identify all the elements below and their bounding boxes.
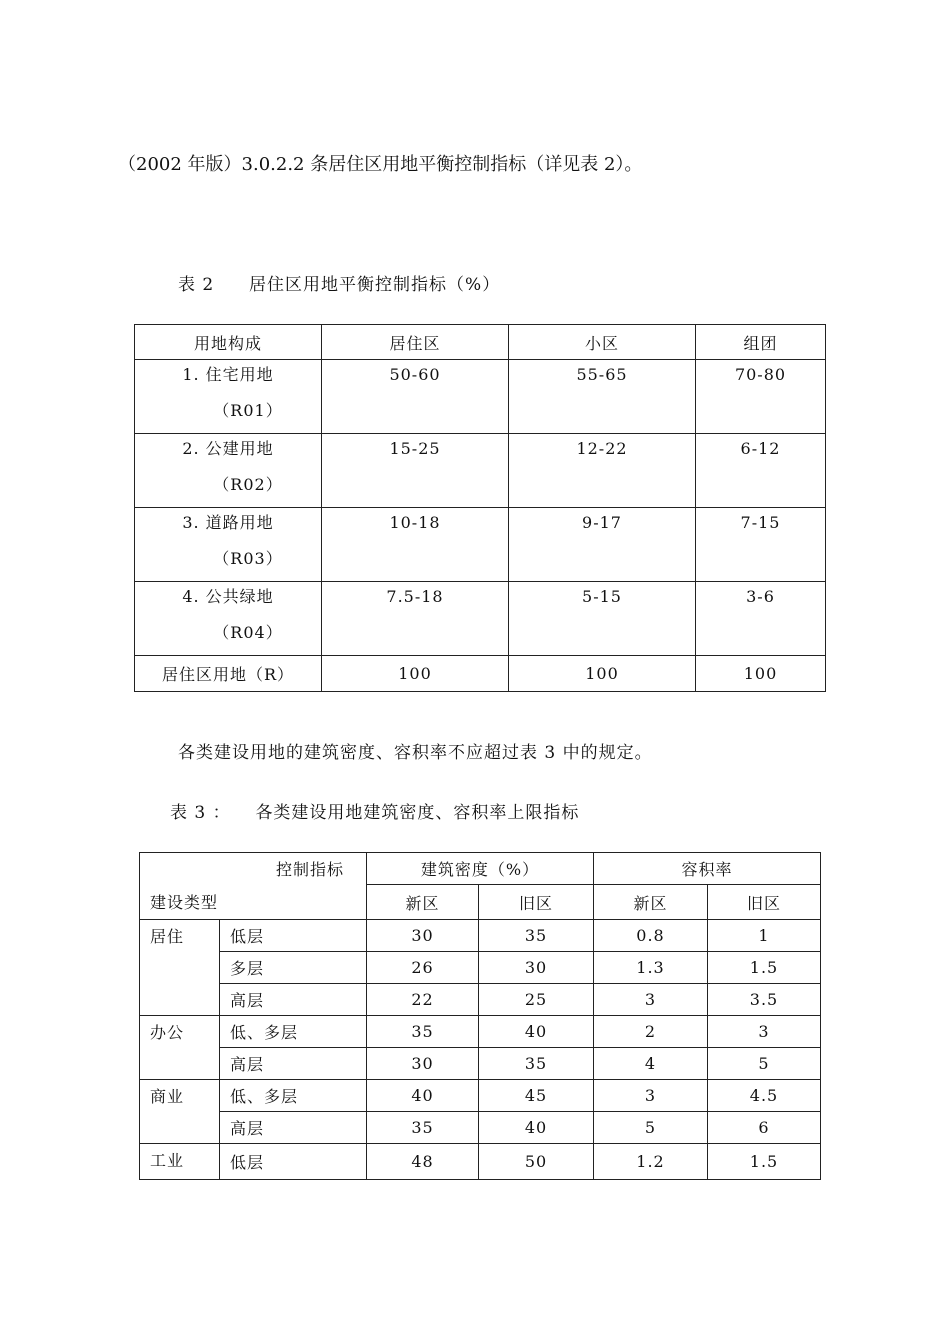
- value-cell: 25: [479, 984, 594, 1016]
- land-use-code: （R01）: [213, 401, 283, 420]
- value-cell: 3: [708, 1016, 821, 1048]
- table-row: [140, 1048, 821, 1080]
- corner-construction-type: 建设类型: [150, 893, 219, 912]
- value-cell: 35: [479, 1048, 594, 1080]
- total-value: 100: [509, 656, 696, 692]
- table3-corner-cell: [140, 853, 367, 920]
- value-cell: 30: [367, 920, 479, 952]
- value-cell: 4.5: [708, 1080, 821, 1112]
- building-type-cell: 低、多层: [220, 1016, 367, 1048]
- land-use-code: （R03）: [213, 549, 283, 568]
- total-value: 100: [322, 656, 509, 692]
- table2-header-cell: 居住区: [322, 325, 509, 360]
- value-cell: 6: [708, 1112, 821, 1144]
- table-row: [140, 920, 821, 952]
- land-use-code: （R02）: [213, 475, 283, 494]
- land-use-name: 4. 公共绿地: [182, 587, 274, 606]
- value-cell: 3: [594, 984, 708, 1016]
- category-cell: 居住: [140, 920, 220, 1016]
- land-use-name: 3. 道路用地: [182, 513, 274, 532]
- category-cell: 工业: [140, 1144, 220, 1180]
- table2-caption-number: 表 2: [178, 275, 215, 295]
- table-row: [140, 1112, 821, 1144]
- value-cell: 50: [479, 1144, 594, 1180]
- value-cell: 7-15: [696, 508, 826, 582]
- land-use-cell: [135, 582, 322, 656]
- table-row: [135, 508, 826, 582]
- value-cell: 5: [708, 1048, 821, 1080]
- land-use-cell: [135, 434, 322, 508]
- group-header-far: 容积率: [594, 853, 821, 885]
- building-type-cell: 低、多层: [220, 1080, 367, 1112]
- table-row: [140, 984, 821, 1016]
- value-cell: 50-60: [322, 360, 509, 434]
- intro-text: （2002 年版）3.0.2.2 条居住区用地平衡控制指标（详见表 2）。: [118, 154, 643, 175]
- building-type-cell: 低层: [220, 920, 367, 952]
- value-cell: 4: [594, 1048, 708, 1080]
- value-cell: 22: [367, 984, 479, 1016]
- table2-header-cell: 组团: [696, 325, 826, 360]
- table-row: [140, 952, 821, 984]
- density-far-table: [139, 852, 821, 1180]
- building-type-cell: 多层: [220, 952, 367, 984]
- body-paragraph: 各类建设用地的建筑密度、容积率不应超过表 3 中的规定。: [178, 743, 653, 763]
- value-cell: 6-12: [696, 434, 826, 508]
- value-cell: 1.3: [594, 952, 708, 984]
- table-row: [135, 434, 826, 508]
- table3-group-header-row: [140, 853, 821, 885]
- value-cell: 26: [367, 952, 479, 984]
- category-cell: 办公: [140, 1016, 220, 1080]
- category-cell: 商业: [140, 1080, 220, 1144]
- building-type-cell: 高层: [220, 1112, 367, 1144]
- value-cell: 5-15: [509, 582, 696, 656]
- table2-caption: [178, 270, 500, 295]
- value-cell: 55-65: [509, 360, 696, 434]
- value-cell: 48: [367, 1144, 479, 1180]
- sub-header-cell: 新区: [367, 885, 479, 920]
- value-cell: 45: [479, 1080, 594, 1112]
- value-cell: 9-17: [509, 508, 696, 582]
- land-use-balance-table: [134, 324, 826, 692]
- group-header-density: 建筑密度（%）: [367, 853, 594, 885]
- table2-header-cell: 小区: [509, 325, 696, 360]
- table2-total-row: [135, 656, 826, 692]
- value-cell: 35: [367, 1016, 479, 1048]
- land-use-cell: [135, 360, 322, 434]
- value-cell: 3: [594, 1080, 708, 1112]
- total-value: 100: [696, 656, 826, 692]
- table3-caption-title: 各类建设用地建筑密度、容积率上限指标: [255, 803, 580, 823]
- value-cell: 40: [479, 1016, 594, 1048]
- value-cell: 1.2: [594, 1144, 708, 1180]
- table-row: [140, 1144, 821, 1180]
- value-cell: 35: [479, 920, 594, 952]
- value-cell: 30: [367, 1048, 479, 1080]
- value-cell: 35: [367, 1112, 479, 1144]
- land-use-cell: [135, 508, 322, 582]
- value-cell: 5: [594, 1112, 708, 1144]
- table-row: [140, 1016, 821, 1048]
- table-row: [135, 582, 826, 656]
- table-row: [135, 360, 826, 434]
- building-type-cell: 高层: [220, 984, 367, 1016]
- value-cell: 30: [479, 952, 594, 984]
- land-use-name: 1. 住宅用地: [182, 365, 274, 384]
- table3-caption: [170, 798, 579, 823]
- value-cell: 7.5-18: [322, 582, 509, 656]
- value-cell: 40: [367, 1080, 479, 1112]
- sub-header-cell: 新区: [594, 885, 708, 920]
- land-use-code: （R04）: [213, 623, 283, 642]
- table2-caption-title: 居住区用地平衡控制指标（%）: [249, 275, 501, 295]
- value-cell: 1.5: [708, 952, 821, 984]
- value-cell: 3.5: [708, 984, 821, 1016]
- table2-header-row: [135, 325, 826, 360]
- value-cell: 10-18: [322, 508, 509, 582]
- value-cell: 2: [594, 1016, 708, 1048]
- value-cell: 12-22: [509, 434, 696, 508]
- building-type-cell: 低层: [220, 1144, 367, 1180]
- value-cell: 1: [708, 920, 821, 952]
- building-type-cell: 高层: [220, 1048, 367, 1080]
- table-row: [140, 1080, 821, 1112]
- value-cell: 3-6: [696, 582, 826, 656]
- corner-control-index: 控制指标: [275, 860, 344, 879]
- land-use-name: 2. 公建用地: [182, 439, 274, 458]
- table2-header-cell: 用地构成: [135, 325, 322, 360]
- value-cell: 40: [479, 1112, 594, 1144]
- sub-header-cell: 旧区: [479, 885, 594, 920]
- sub-header-cell: 旧区: [708, 885, 821, 920]
- value-cell: 1.5: [708, 1144, 821, 1180]
- table3-caption-number: 表 3 ：: [170, 803, 231, 823]
- total-label: 居住区用地（R）: [135, 656, 322, 692]
- value-cell: 15-25: [322, 434, 509, 508]
- value-cell: 70-80: [696, 360, 826, 434]
- value-cell: 0.8: [594, 920, 708, 952]
